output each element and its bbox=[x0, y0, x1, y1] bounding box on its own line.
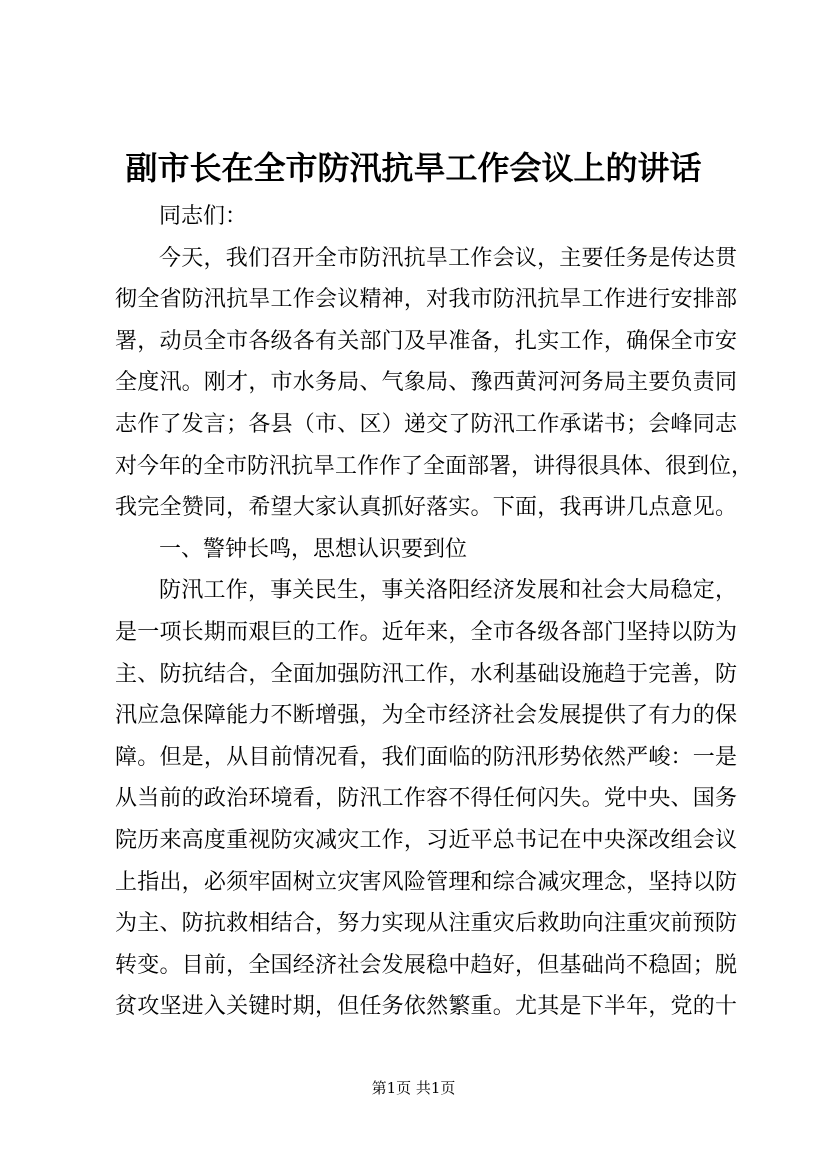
paragraph-line: 彻全省防汛抗旱工作会议精神，对我市防汛抗旱工作进行安排部 bbox=[115, 287, 737, 313]
paragraph-line: 志作了发言；各县（市、区）递交了防汛工作承诺书；会峰同志 bbox=[115, 411, 737, 437]
paragraph-line: 我完全赞同，希望大家认真抓好落实。下面，我再讲几点意见。 bbox=[115, 495, 737, 521]
document-body bbox=[115, 196, 754, 1028]
paragraph-line: 是一项长期而艰巨的工作。近年来，全市各级各部门坚持以防为 bbox=[115, 619, 737, 645]
paragraph-line: 防汛工作，事关民生，事关洛阳经济发展和社会大局稳定， bbox=[159, 578, 737, 604]
paragraph-line: 全度汛。刚才，市水务局、气象局、豫西黄河河务局主要负责同 bbox=[115, 370, 737, 396]
document-title: 副市长在全市防汛抗旱工作会议上的讲话 bbox=[125, 149, 702, 187]
paragraph-line: 署，动员全市各级各有关部门及早准备，扎实工作，确保全市安 bbox=[115, 328, 737, 354]
paragraph-line: 从当前的政治环境看，防汛工作容不得任何闪失。党中央、国务 bbox=[115, 786, 737, 812]
paragraph-line: 今天，我们召开全市防汛抗旱工作会议，主要任务是传达贯 bbox=[159, 245, 737, 271]
section-heading: 一、警钟长鸣，思想认识要到位 bbox=[159, 536, 468, 562]
paragraph-line: 转变。目前，全国经济社会发展稳中趋好，但基础尚不稳固；脱 bbox=[115, 952, 737, 978]
paragraph-line: 院历来高度重视防灾减灾工作，习近平总书记在中央深改组会议 bbox=[115, 827, 737, 853]
paragraph-line: 主、防抗结合，全面加强防汛工作，水利基础设施趋于完善，防 bbox=[115, 661, 737, 687]
salutation: 同志们： bbox=[159, 204, 248, 229]
paragraph-line: 对今年的全市防汛抗旱工作作了全面部署，讲得很具体、很到位， bbox=[115, 453, 754, 479]
paragraph-line: 上指出，必须牢固树立灾害风险管理和综合减灾理念，坚持以防 bbox=[115, 869, 737, 895]
paragraph-line: 为主、防抗救相结合，努力实现从注重灾后救助向注重灾前预防 bbox=[115, 911, 737, 937]
paragraph-line: 障。但是，从目前情况看，我们面临的防汛形势依然严峻：一是 bbox=[115, 744, 737, 770]
page-number-footer: 第1页 共1页 bbox=[371, 1079, 456, 1097]
paragraph-line: 汛应急保障能力不断增强，为全市经济社会发展提供了有力的保 bbox=[115, 703, 737, 729]
paragraph-line: 贫攻坚进入关键时期，但任务依然繁重。尤其是下半年，党的十 bbox=[115, 994, 737, 1020]
